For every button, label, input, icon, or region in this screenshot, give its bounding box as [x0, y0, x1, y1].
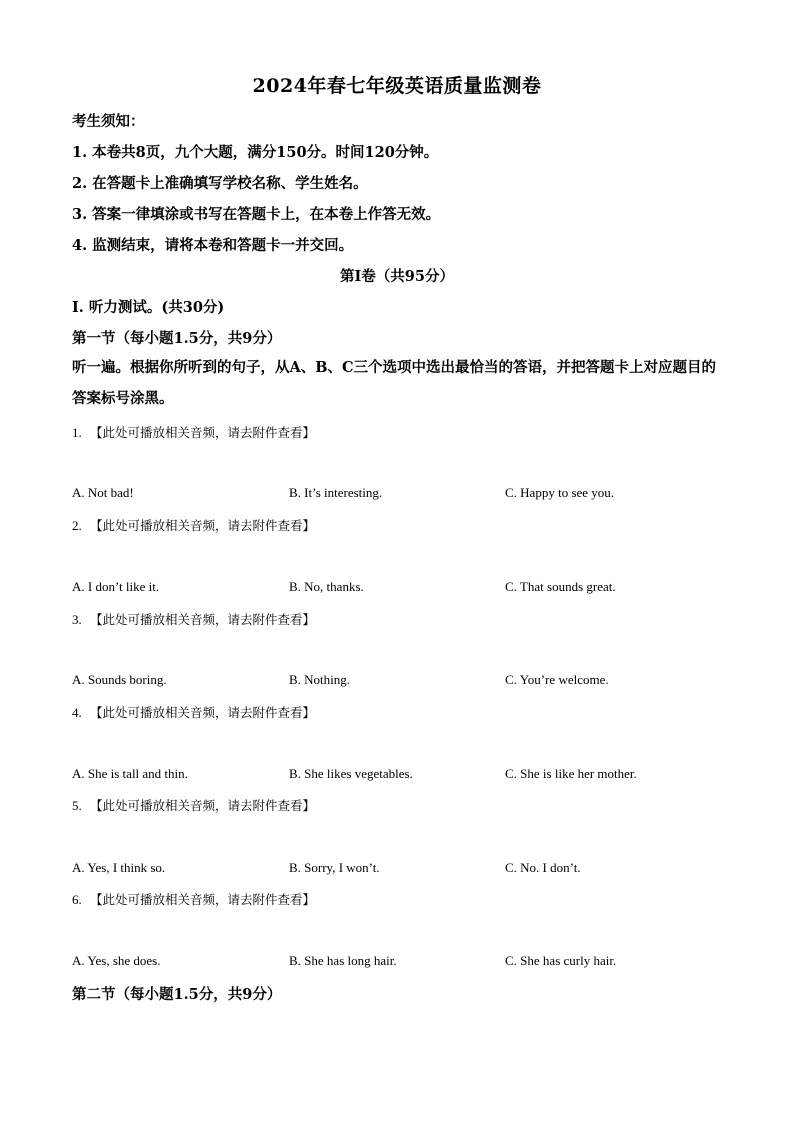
option-a: A. I don’t like it.	[72, 579, 160, 594]
audio-placeholder[interactable]: 【此处可播放相关音频，请去附件查看】	[90, 612, 316, 627]
question-number: 4.	[72, 705, 82, 720]
question-3	[72, 610, 315, 628]
audio-placeholder[interactable]: 【此处可播放相关音频，请去附件查看】	[90, 518, 316, 533]
audio-placeholder[interactable]: 【此处可播放相关音频，请去附件查看】	[90, 425, 316, 440]
option-b: B. Sorry, I won’t.	[289, 860, 380, 875]
option-a: A. Yes, I think so.	[72, 860, 166, 875]
notice-item-3: 3. 答案一律填涂或书写在答题卡上，在本卷上作答无效。	[72, 206, 441, 223]
volume-title: 第Ⅰ卷（共95分）	[340, 268, 454, 285]
question-6	[72, 890, 315, 908]
audio-placeholder[interactable]: 【此处可播放相关音频，请去附件查看】	[90, 705, 316, 720]
question-5	[72, 796, 315, 814]
option-a: A. Sounds boring.	[72, 672, 167, 687]
part1-title: 第一节（每小题1.5分，共9分）	[72, 330, 282, 347]
question-4	[72, 703, 315, 721]
part1-instruction: 听一遍。根据你所听到的句子，从A、B、C三个选项中选出最恰当的答语，并把答题卡上对应题目的答案标号涂黑。	[72, 359, 717, 407]
option-c: C. She has curly hair.	[505, 953, 617, 968]
option-b: B. She likes vegetables.	[289, 766, 413, 781]
section-title: I. 听力测试。(共30分)	[72, 299, 225, 316]
question-number: 5.	[72, 798, 82, 813]
question-number: 3.	[72, 612, 82, 627]
option-c: C. Happy to see you.	[505, 485, 615, 500]
part2-title: 第二节（每小题1.5分，共9分）	[72, 986, 282, 1003]
question-1	[72, 423, 315, 441]
audio-placeholder[interactable]: 【此处可播放相关音频，请去附件查看】	[90, 892, 316, 907]
notice-item-1: 1. 本卷共8页，九个大题，满分150分。时间120分钟。	[72, 144, 439, 161]
audio-placeholder[interactable]: 【此处可播放相关音频，请去附件查看】	[90, 798, 316, 813]
notice-heading: 考生须知：	[72, 113, 145, 130]
option-b: B. It’s interesting.	[289, 485, 383, 500]
page-title: 2024年春七年级英语质量监测卷	[252, 75, 542, 97]
question-number: 2.	[72, 518, 82, 533]
notice-item-2: 2. 在答题卡上准确填写学校名称、学生姓名。	[72, 175, 368, 192]
question-2	[72, 516, 315, 534]
notice-item-4: 4. 监测结束，请将本卷和答题卡一并交回。	[72, 237, 354, 254]
question-number: 1.	[72, 425, 82, 440]
option-b: B. No, thanks.	[289, 579, 364, 594]
option-c: C. She is like her mother.	[505, 766, 637, 781]
option-c: C. No. I don’t.	[505, 860, 581, 875]
option-a: A. She is tall and thin.	[72, 766, 188, 781]
option-c: C. That sounds great.	[505, 579, 616, 594]
question-number: 6.	[72, 892, 82, 907]
option-b: B. She has long hair.	[289, 953, 397, 968]
option-c: C. You’re welcome.	[505, 672, 609, 687]
option-b: B. Nothing.	[289, 672, 351, 687]
option-a: A. Not bad!	[72, 485, 134, 500]
option-a: A. Yes, she does.	[72, 953, 161, 968]
